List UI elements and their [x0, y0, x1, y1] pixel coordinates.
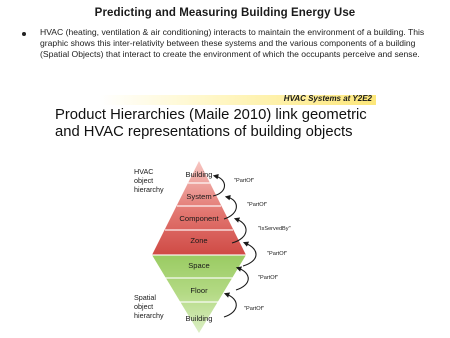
hvac-label-line-3: hierarchy: [134, 185, 164, 194]
level-building-bottom: Building: [185, 314, 213, 323]
hvac-label-line-1: HVAC: [134, 167, 154, 176]
relation-label-6: "PartOf": [244, 306, 265, 312]
relation-arrow-5: [236, 268, 248, 290]
relation-label-1: "PartOf": [234, 178, 255, 184]
spatial-label-line-1: Spatial: [134, 293, 156, 302]
level-zone: Zone: [190, 236, 208, 245]
relation-label-4: "PartOf": [267, 251, 288, 257]
spatial-label-line-2: object: [134, 302, 154, 311]
relation-arrow-6: [224, 294, 236, 317]
hvac-label-line-2: object: [134, 176, 154, 185]
relation-label-3: "IsServedBy": [258, 226, 291, 232]
level-floor: Floor: [190, 286, 208, 295]
level-system: System: [186, 192, 212, 201]
banner-label: HVAC Systems at Y2E2: [283, 94, 372, 103]
spatial-label-line-3: hierarchy: [134, 311, 164, 320]
bullet-text: HVAC (heating, ventilation & air conditioning) interacts to maintain the environment of a building. This graphic shows this inter-relativity between these systems and the various components of a building (Spatial Objects) that interact to create the environment of which the occupants perceive and sense.: [40, 27, 425, 59]
slide-title: Predicting and Measuring Building Energy Use: [94, 7, 356, 19]
relation-label-5: "PartOf": [258, 275, 279, 281]
level-component: Component: [179, 214, 219, 223]
relation-label-2: "PartOf": [247, 202, 268, 208]
level-space: Space: [188, 261, 210, 270]
figure-heading-line-2: and HVAC representations of building objects: [55, 124, 353, 140]
figure-heading-line-1: Product Hierarchies (Maile 2010) link geometric: [55, 107, 367, 123]
level-building-top: Building: [185, 170, 213, 179]
